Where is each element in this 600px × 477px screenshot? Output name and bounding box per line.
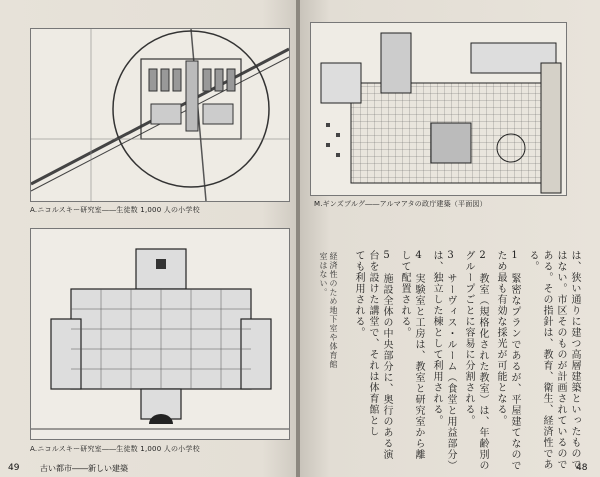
text-column: はない。市区そのものが計画されているので	[555, 250, 566, 470]
text-column: 4 実験室と工房は、教室と研究室から離	[413, 250, 424, 460]
text-column: グループごとに容易に分割される。	[463, 250, 474, 426]
figure2-caption: A.ニコルスキー研究室――生徒数 1,000 人の小学校	[30, 445, 200, 453]
text-column: は、独立した棟として利用される。	[431, 250, 442, 426]
figure1-caption: A.ニコルスキー研究室――生徒数 1,000 人の小学校	[30, 206, 200, 214]
text-column: 5 施設全体の中央部分に、奥行のある演	[381, 250, 392, 460]
figure-site-plan	[30, 28, 290, 202]
figure-government-building-plan	[310, 22, 567, 196]
text-column: ため最も有効な採光が可能となる。	[495, 250, 506, 426]
right-page	[300, 0, 600, 477]
text-column: して配置される。	[399, 250, 410, 338]
text-column: 2 教室（規格化された教室）は、年齢別の	[477, 250, 488, 471]
text-column: 1 緊密なプランであるが、平屋建てなので	[509, 250, 520, 471]
text-column: ても利用される。	[353, 250, 364, 338]
figure-caption: M.ギンズブルグ――アルマアタの政庁建築（平面図）	[314, 200, 487, 208]
right-page-number: 48	[576, 463, 588, 473]
footnote: 経済性のため地下室や体育館室はない。	[319, 252, 338, 369]
text-column: 台を設けた講堂で、それは体育館とし	[367, 250, 378, 437]
running-title: 古い都市――新しい建築	[40, 464, 128, 473]
figure-school-plan	[30, 228, 290, 440]
left-page-number: 49	[8, 463, 20, 473]
text-column: は、狭い通りに建つ高層建築といったもので	[569, 250, 580, 470]
text-column: 3 サーヴィス・ルーム（食堂と用益部分）	[445, 250, 456, 471]
text-column: ある。その指針は、教育、衛生、経済性であ	[541, 250, 552, 470]
text-column: る。	[527, 250, 538, 272]
left-page	[0, 0, 298, 477]
